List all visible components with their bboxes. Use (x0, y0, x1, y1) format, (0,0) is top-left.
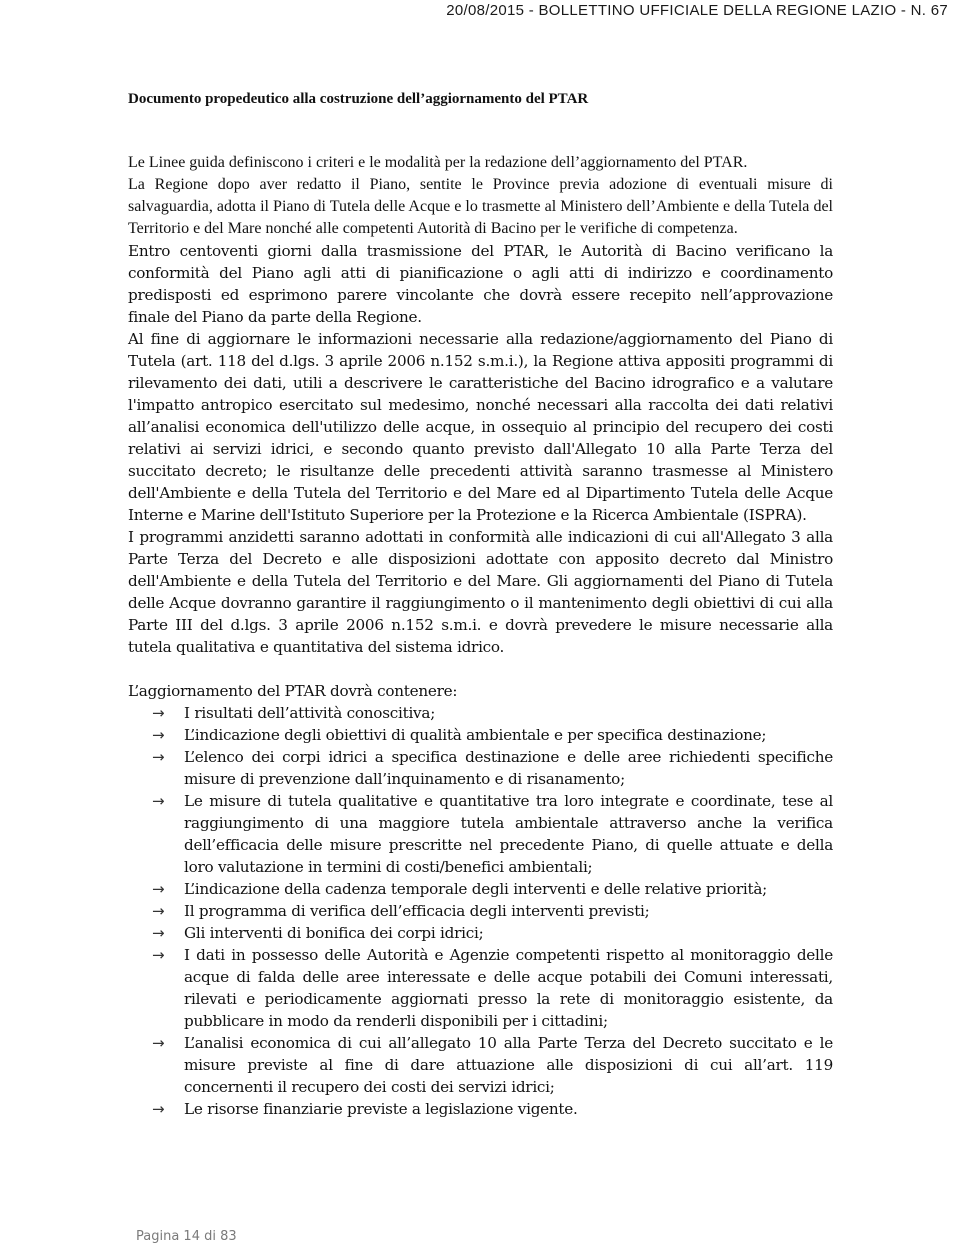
paragraph-monitoring: Al fine di aggiornare le informazioni necessarie alla redazione/aggiornamento del Piano di Tutela (art. 118 del d.lgs. 3 aprile 2006 n.152 s.m.i.), la Regione attiva appositi programmi di rilevamento dei dati, utili a descrivere le caratteristiche del Bacino idrografico e a valutare l'impatto antropico esercitato sul medesimo, nonché necessari alla raccolta dei dati relativi all’analisi economica dell'utilizzo delle acque, in ossequio al principio del recupero dei costi relativi ai servizi idrici, e secondo quanto previsto dall'Allegato 10 alla Parte Terza del succitato decreto; le risultanze delle precedenti attività saranno trasmesse al Ministero dell'Ambiente e della Tutela del Territorio e del Mare ed al Dipartimento Tutela delle Acque Interne e Marine dell'Istituto Superiore per la Protezione e la Ricerca Ambientale (ISPRA). (128, 330, 833, 524)
list-item (152, 724, 833, 746)
paragraph-intro: Le Linee guida definiscono i criteri e le modalità per la redazione dell’aggiornamento del PTAR. (128, 154, 748, 171)
list-item-text: I risultati dell’attività conoscitiva; (184, 704, 436, 722)
document-title: Documento propedeutico alla costruzione dell’aggiornamento del PTAR (128, 91, 589, 107)
running-header: 20/08/2015 - BOLLETTINO UFFICIALE DELLA REGIONE LAZIO - N. 67 (446, 2, 948, 19)
right-arrow-icon: → (152, 1034, 165, 1052)
list-item (152, 878, 833, 900)
right-arrow-icon: → (152, 902, 165, 920)
list-item (152, 900, 833, 922)
list-item (152, 1032, 833, 1098)
list-item (152, 944, 833, 1032)
page-number-footer: Pagina 14 di 83 (136, 1229, 237, 1244)
paragraph-adoption: La Regione dopo aver redatto il Piano, sentite le Province previa adozione di eventuali misure di salvaguardia, adotta il Piano di Tutela delle Acque e lo trasmette al Ministero dell’Ambiente e della Tutela del Territorio e del Mare nonché alle competenti Autorità di Bacino per le verifiche di competenza. (128, 176, 833, 237)
paragraph-verification: Entro centoventi giorni dalla trasmissione del PTAR, le Autorità di Bacino verificano la conformità del Piano agli atti di pianificazione o agli atti di indirizzo e coordinamento predisposti ed esprimono parere vincolante che dovrà essere recepito nell’approvazione finale del Piano da parte della Regione. (128, 242, 833, 326)
document-body (128, 152, 833, 1120)
right-arrow-icon: → (152, 946, 165, 964)
paragraph-programs: I programmi anzidetti saranno adottati in conformità alle indicazioni di cui all'Allegato 3 alla Parte Terza del Decreto e alle disposizioni adottate con apposito decreto dal Ministro dell'Ambiente e della Tutela del Territorio e del Mare. Gli aggiornamenti del Piano di Tutela delle Acque dovranno garantire il raggiungimento o il mantenimento degli obiettivi di cui alla Parte III del d.lgs. 3 aprile 2006 n.152 s.m.i. e dovrà prevedere le misure necessarie alla tutela qualitativa e quantitativa del sistema idrico. (128, 528, 833, 656)
list-item-text: Il programma di verifica dell’efficacia degli interventi previsti; (184, 902, 650, 920)
right-arrow-icon: → (152, 748, 165, 766)
list-item-text: L’indicazione della cadenza temporale degli interventi e delle relative priorità; (184, 880, 768, 898)
list-item-text: Gli interventi di bonifica dei corpi idrici; (184, 924, 484, 942)
list-item (152, 922, 833, 944)
right-arrow-icon: → (152, 1100, 165, 1118)
list-item-text: L’indicazione degli obiettivi di qualità ambientale e per specifica destinazione; (184, 726, 767, 744)
right-arrow-icon: → (152, 880, 165, 898)
list-item-text: L’elenco dei corpi idrici a specifica destinazione e delle aree richiedenti specifiche misure di prevenzione dall’inquinamento e di risanamento; (184, 748, 833, 788)
content-list (128, 702, 833, 1120)
list-item (152, 702, 833, 724)
header-bar (0, 0, 960, 24)
list-intro: L’aggiornamento del PTAR dovrà contenere: (128, 682, 458, 700)
list-item (152, 790, 833, 878)
list-item (152, 746, 833, 790)
right-arrow-icon: → (152, 924, 165, 942)
right-arrow-icon: → (152, 704, 165, 722)
list-item (152, 1098, 833, 1120)
right-arrow-icon: → (152, 726, 165, 744)
list-item-text: I dati in possesso delle Autorità e Agenzie competenti rispetto al monitoraggio delle acque di falda delle aree interessate e delle acque potabili dei Comuni interessati, rilevati e periodicamente aggiornati presso la rete di monitoraggio esistente, da pubblicare in modo da renderli disponibili per i cittadini; (184, 946, 833, 1030)
list-item-text: Le risorse finanziarie previste a legislazione vigente. (184, 1100, 578, 1118)
right-arrow-icon: → (152, 792, 165, 810)
list-item-text: L’analisi economica di cui all’allegato 10 alla Parte Terza del Decreto succitato e le misure previste al fine di dare attuazione alle disposizioni di cui all’art. 119 concernenti il recupero dei costi dei servizi idrici; (184, 1034, 833, 1096)
list-item-text: Le misure di tutela qualitative e quantitative tra loro integrate e coordinate, tese al raggiungimento di una maggiore tutela ambientale attraverso anche la verifica dell’efficacia delle misure prescritte nel precedente Piano, di quelle attuate e della loro valutazione in termini di costi/benefici ambientali; (184, 792, 833, 876)
